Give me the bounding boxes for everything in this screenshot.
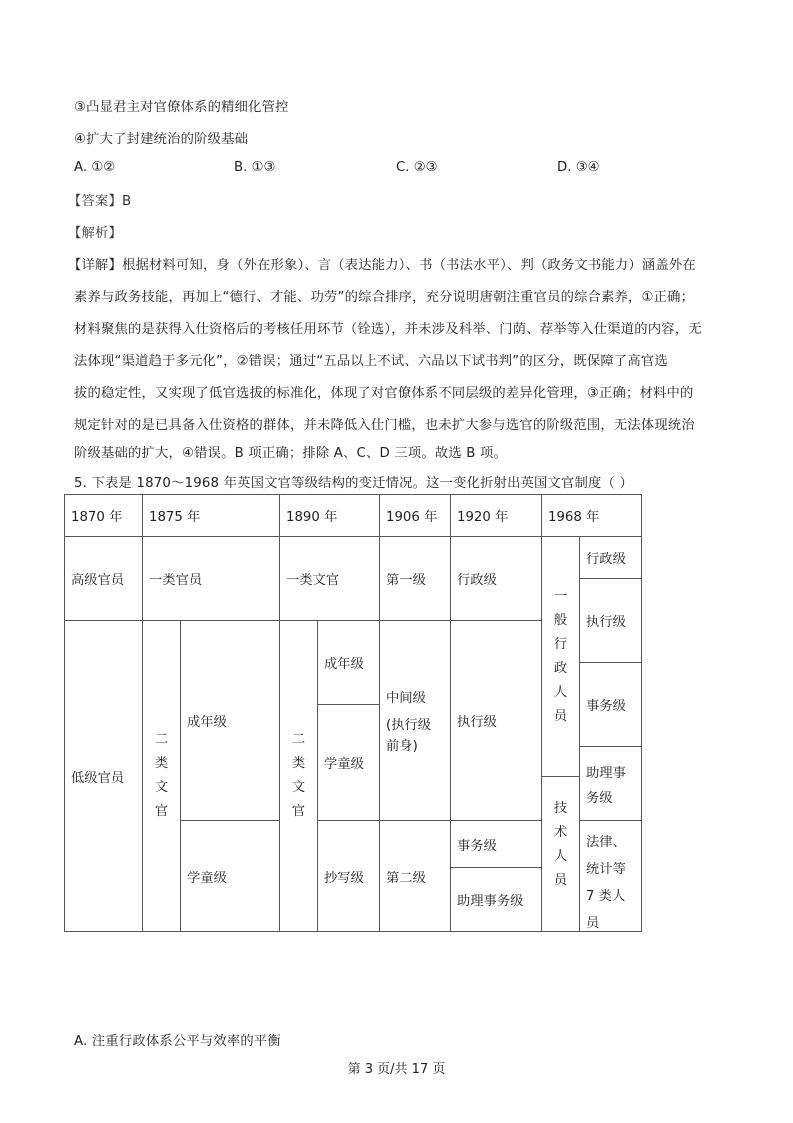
civil-service-table — [64, 494, 642, 932]
law-line-4: 员 — [586, 916, 600, 931]
cell-second-class-1890: 二类文官 — [280, 621, 318, 932]
cell-1968-assistant — [580, 747, 642, 821]
mid-grade-label: 中间级 — [386, 691, 426, 706]
cell-1875-adult: 成年级 — [181, 621, 280, 821]
analysis-line-5: 拔的稳定性，又实现了低官选拔的标准化，体现了对官僚体系不同层级的差异化管理，③正确；材料中的 — [74, 386, 694, 401]
analysis-line-1: 【详解】根据材料可知，身（外在形象）、言（表达能力）、书（书法水平）、判（政务文书能力）涵盖外在 — [68, 258, 696, 273]
header-1875: 1875 年 — [143, 495, 280, 537]
page-footer: 第 3 页/共 17 页 — [347, 1062, 446, 1077]
law-line-1: 法律、 — [586, 835, 626, 850]
cell-1890-adult: 成年级 — [318, 621, 380, 705]
answer-label: 【答案】B — [68, 194, 132, 209]
choice-d: D. ③④ — [557, 160, 600, 175]
choice-b: B. ①③ — [234, 160, 276, 175]
header-1968: 1968 年 — [542, 495, 642, 537]
question-5-stem: 5. 下表是 1870～1968 年英国文官等级结构的变迁情况。这一变化折射出英国文官制度（ ） — [74, 476, 633, 491]
cell-1906-mid — [380, 621, 451, 821]
mid-grade-note-1: (执行级 — [386, 718, 432, 733]
question-5-option-a: A. 注重行政体系公平与效率的平衡 — [74, 1034, 281, 1049]
header-1906: 1906 年 — [380, 495, 451, 537]
cell-high-1920: 行政级 — [451, 537, 542, 621]
choice-a: A. ①② — [74, 160, 116, 175]
cell-1906-second: 第二级 — [380, 821, 451, 932]
cell-low-1870: 低级官员 — [65, 621, 143, 932]
analysis-line-2: 素养与政务技能，再加上“德行、才能、功劳”的综合排序，充分说明唐朝注重官员的综合素养，①正确； — [74, 290, 695, 305]
cell-high-1906: 第一级 — [380, 537, 451, 621]
cell-1890-copy: 抄写级 — [318, 821, 380, 932]
cell-1968-general: 一般行政人员 — [542, 537, 580, 777]
cell-high-1870: 高级官员 — [65, 537, 143, 621]
cell-1875-boy: 学童级 — [181, 821, 280, 932]
cell-1968-clerical: 事务级 — [580, 663, 642, 747]
cell-high-1890: 一类文官 — [280, 537, 380, 621]
header-1870: 1870 年 — [65, 495, 143, 537]
option-item-4: ④扩大了封建统治的阶级基础 — [74, 132, 249, 147]
header-1920: 1920 年 — [451, 495, 542, 537]
law-line-2: 统计等 — [586, 862, 626, 877]
analysis-line-7: 阶级基础的扩大，④错误。B 项正确；排除 A、C、D 三项。故选 B 项。 — [74, 446, 508, 461]
choice-c: C. ②③ — [396, 160, 438, 175]
cell-high-1875: 一类官员 — [143, 537, 280, 621]
analysis-line-3: 材料聚焦的是获得入仕资格后的考核任用环节（铨选），并未涉及科举、门荫、荐举等入仕渠道的内容，无 — [74, 322, 702, 337]
cell-1968-tech: 技术人员 — [542, 777, 580, 932]
mid-grade-note-2: 前身) — [386, 739, 418, 754]
cell-1890-boy: 学童级 — [318, 705, 380, 821]
cell-1920-assistant: 助理事务级 — [451, 868, 542, 932]
assistant-label-2: 务级 — [586, 790, 613, 806]
cell-1920-clerical: 事务级 — [451, 821, 542, 868]
analysis-line-4: 法体现“渠道趋于多元化”，②错误；通过“五品以上不试、六品以下试书判”的区分，既保障了高官选 — [74, 354, 668, 369]
assistant-label-1: 助理事 — [586, 765, 626, 781]
law-line-3: 7 类人 — [586, 889, 626, 904]
cell-1968-law — [580, 821, 642, 932]
cell-1968-admin: 行政级 — [580, 537, 642, 579]
cell-second-class-1875: 二类文官 — [143, 621, 181, 932]
option-item-3: ③凸显君主对官僚体系的精细化管控 — [74, 100, 289, 115]
cell-1920-exec: 执行级 — [451, 621, 542, 821]
analysis-label: 【解析】 — [68, 226, 122, 241]
header-1890: 1890 年 — [280, 495, 380, 537]
cell-1968-exec: 执行级 — [580, 579, 642, 663]
analysis-line-6: 规定针对的是已具备入仕资格的群体，并未降低入仕门槛，也未扩大参与选官的阶级范围，无法体现统治 — [74, 418, 695, 433]
